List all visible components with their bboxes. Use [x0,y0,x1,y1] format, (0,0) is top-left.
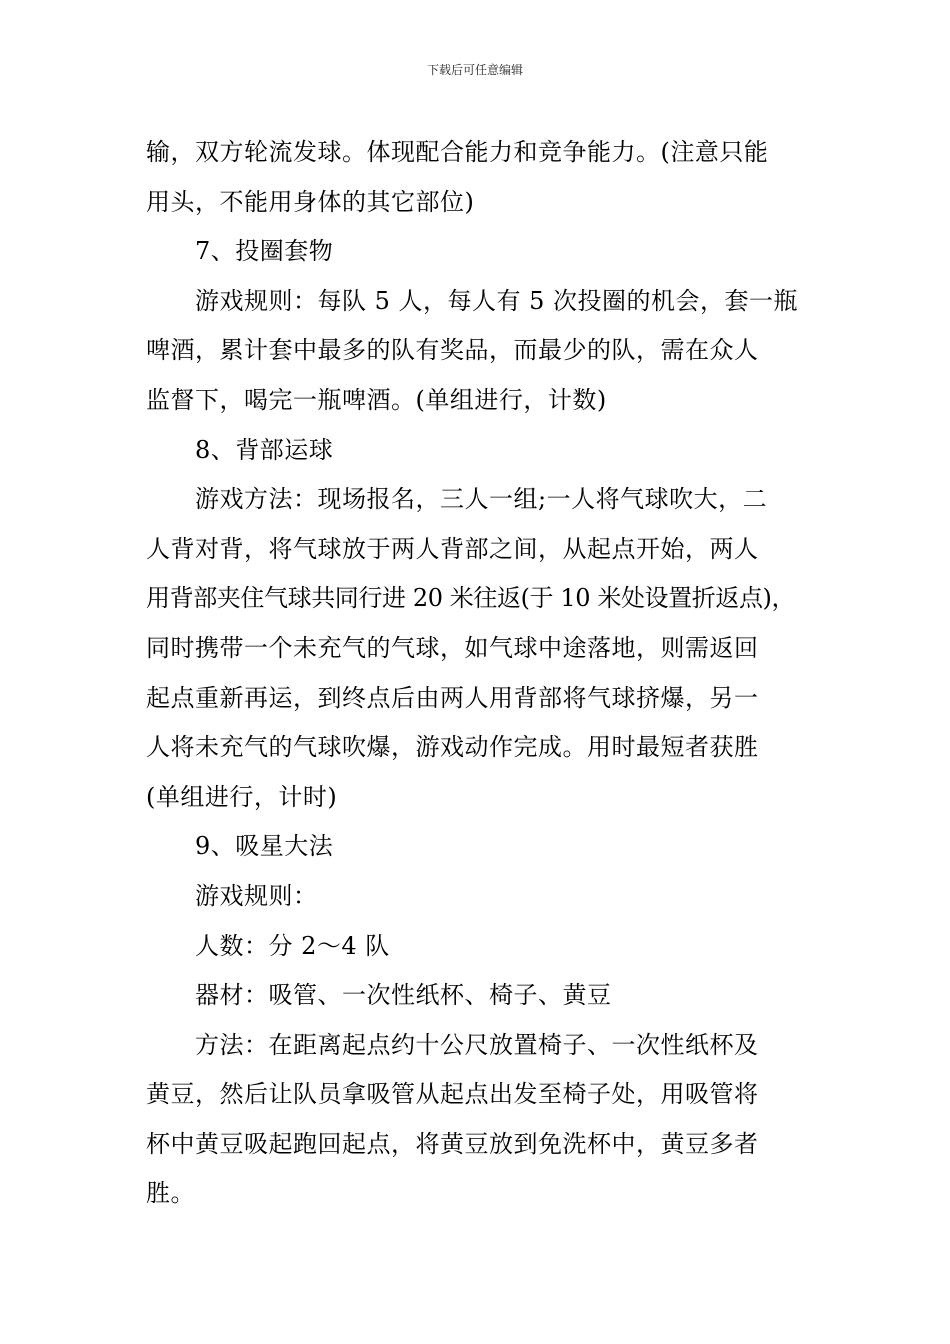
text-line: 用头，不能用身体的其它部位) [146,187,475,216]
text-line: 胜。 [146,1179,195,1208]
text-line: 游戏规则：每队 5 人，每人有 5 次投圈的机会，套一瓶 [195,286,799,315]
text-line: 用背部夹住气球共同行进 20 米往返(于 10 米处设置折返点)， [146,584,796,613]
text-line: 同时携带一个未充气的气球，如气球中途落地，则需返回 [146,633,759,662]
text-line: 游戏方法：现场报名，三人一组;一人将气球吹大，二 [195,485,768,514]
text-line: 人将未充气的气球吹爆，游戏动作完成。用时最短者获胜 [146,733,759,762]
text-line: 黄豆，然后让队员拿吸管从起点出发至椅子处，用吸管将 [146,1080,759,1109]
text-line: 人背对背，将气球放于两人背部之间，从起点开始，两人 [146,534,759,563]
text-line: 监督下，喝完一瓶啤酒。(单组进行，计数) [146,385,607,414]
text-line: 起点重新再运，到终点后由两人用背部将气球挤爆，另一 [146,683,759,712]
text-line: 方法：在距离起点约十公尺放置椅子、一次性纸杯及 [195,1030,759,1059]
text-line: 器材：吸管、一次性纸杯、椅子、黄豆 [195,981,612,1010]
text-line: (单组进行，计时) [146,782,338,811]
text-line: 人数：分 2～4 队 [195,931,390,960]
text-line: 输，双方轮流发球。体现配合能力和竞争能力。(注意只能 [146,138,769,166]
section-heading: 9、吸星大法 [195,832,334,861]
section-heading: 8、背部运球 [195,435,334,464]
page-header: 下载后可任意编辑 [426,63,523,77]
text-line: 游戏规则： [195,881,318,910]
document-body [146,128,808,1219]
text-line: 啤酒，累计套中最多的队有奖品，而最少的队，需在众人 [146,336,759,365]
text-line: 杯中黄豆吸起跑回起点，将黄豆放到免洗杯中，黄豆多者 [146,1129,759,1158]
section-heading: 7、投圈套物 [195,237,334,266]
